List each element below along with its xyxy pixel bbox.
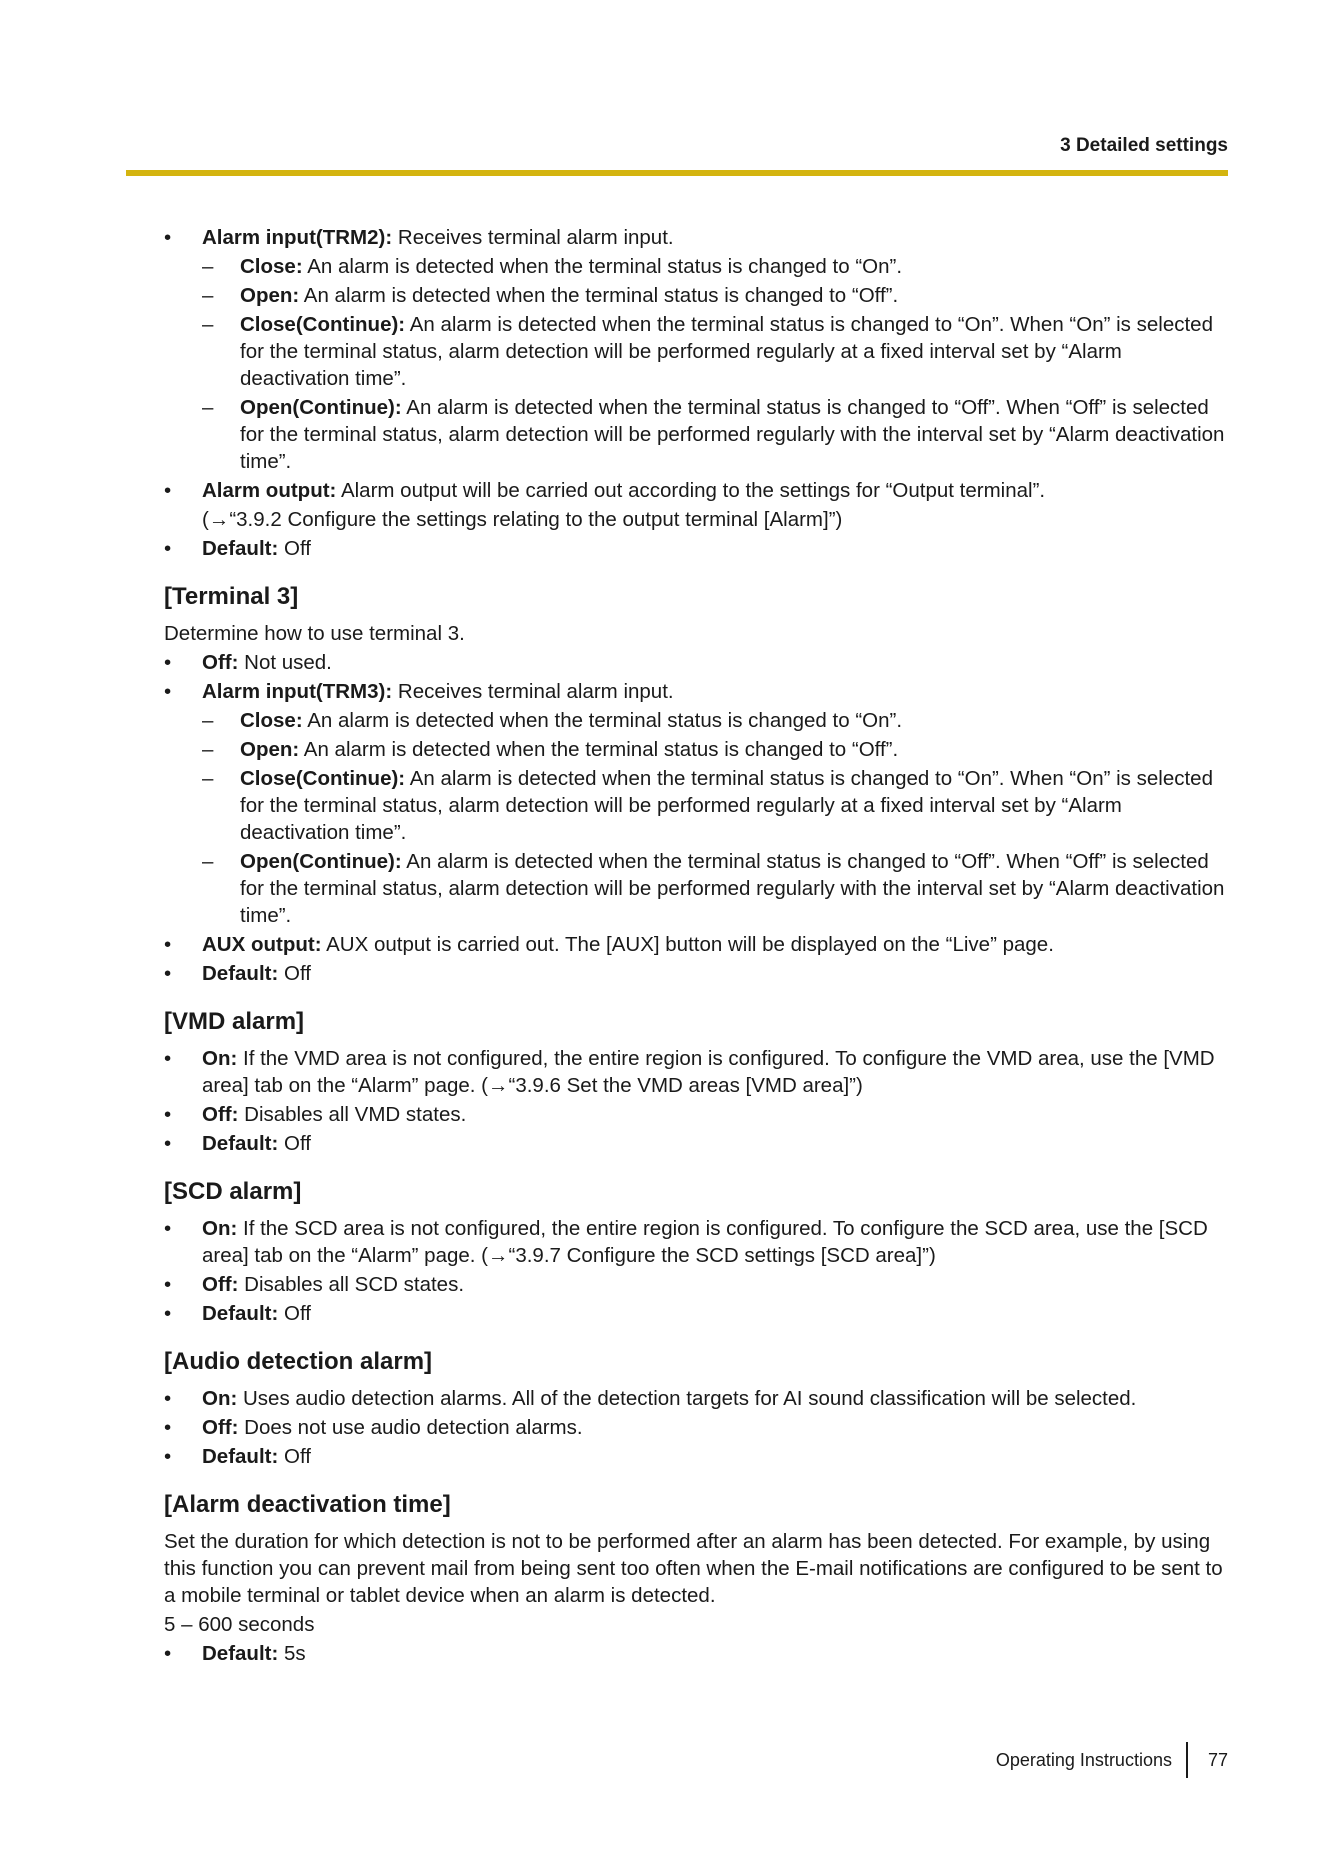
page-content (164, 222, 1228, 1669)
item-label: Default: (202, 962, 279, 985)
item-label: Off: (202, 1416, 239, 1439)
page-number: 77 (1207, 1749, 1228, 1770)
item-label: Open: (240, 738, 300, 761)
item-label: Default: (202, 1132, 279, 1155)
item-text: AUX output is carried out. The [AUX] button will be displayed on the “Live” page. (321, 933, 1054, 956)
bullet-item (164, 1130, 1228, 1157)
terminal3-list (164, 649, 1228, 987)
sub-item (164, 736, 1228, 763)
item-text: If the VMD area is not configured, the entire region is configured. To configure the VMD area, use the [VMD area] tab on the “Alarm” page. (→“3.9.6 Set the VMD areas [VMD area]”) (202, 1047, 1215, 1097)
item-label: AUX output: (202, 933, 322, 956)
sub-item (164, 253, 1228, 280)
bullet-item (164, 477, 1228, 504)
item-label: Open(Continue): (240, 396, 402, 419)
item-text: Off (278, 1445, 311, 1468)
scd-heading: [SCD alarm] (164, 1178, 302, 1205)
bullet-item (164, 931, 1228, 958)
terminal3-heading: [Terminal 3] (164, 583, 299, 610)
item-text: Off (278, 1302, 311, 1325)
item-text: An alarm is detected when the terminal status is changed to “Off”. (299, 738, 899, 761)
item-label: Off: (202, 651, 239, 674)
page-footer (996, 1742, 1228, 1778)
item-label: Close: (240, 709, 303, 732)
bullet-item (164, 1443, 1228, 1470)
item-label: Default: (202, 1642, 279, 1665)
bullet-item (164, 1271, 1228, 1298)
item-label: Default: (202, 1302, 279, 1325)
footer-doc-title: Operating Instructions (995, 1749, 1172, 1770)
item-label: Open(Continue): (240, 850, 402, 873)
footer-separator (1186, 1742, 1188, 1778)
item-text: Receives terminal alarm input. (392, 226, 674, 249)
item-label: Close: (240, 255, 303, 278)
item-text: An alarm is detected when the terminal status is changed to “Off”. (299, 284, 899, 307)
item-text: Does not use audio detection alarms. (238, 1416, 583, 1439)
sub-item (164, 765, 1228, 846)
deactivation-list (164, 1640, 1228, 1667)
item-text: Off (278, 537, 311, 560)
item-label: On: (202, 1217, 238, 1240)
sub-item (164, 311, 1228, 392)
bullet-item (164, 1045, 1228, 1099)
deactivation-intro: Set the duration for which detection is not to be performed after an alarm has been detected. For example, by using this function you can prevent mail from being sent too often when the E-mail notifications are configured to be sent to a mobile terminal or tablet device when an alarm is detected. (164, 1530, 1223, 1607)
bullet-item (164, 649, 1228, 676)
sub-item (164, 394, 1228, 475)
header-rule (126, 170, 1228, 176)
deactivation-range: 5 – 600 seconds (164, 1613, 315, 1636)
sub-item (164, 282, 1228, 309)
bullet-item (164, 678, 1228, 705)
item-label: Open: (240, 284, 300, 307)
item-text: Uses audio detection alarms. All of the detection targets for AI sound classification will be selected. (237, 1387, 1137, 1410)
item-text: An alarm is detected when the terminal status is changed to “On”. When “On” is selected for the terminal status, alarm detection will be performed regularly at a fixed interval set by “Alarm deactivation time”. (240, 767, 1213, 844)
audio-heading: [Audio detection alarm] (164, 1348, 433, 1375)
item-text: Alarm output will be carried out according to the settings for “Output terminal”. (336, 479, 1046, 502)
bullet-item (164, 1640, 1228, 1667)
bullet-item (164, 1215, 1228, 1269)
item-text: An alarm is detected when the terminal status is changed to “Off”. When “Off” is selected for the terminal status, alarm detection will be performed regularly with the interval set by “Alarm deactivation time”. (240, 396, 1225, 473)
item-label: Close(Continue): (240, 767, 406, 790)
cross-reference (164, 506, 1228, 533)
bullet-item (164, 1414, 1228, 1441)
scd-list (164, 1215, 1228, 1327)
item-label: On: (202, 1047, 238, 1070)
audio-list (164, 1385, 1228, 1470)
vmd-list (164, 1045, 1228, 1157)
item-text: Disables all VMD states. (238, 1103, 467, 1126)
item-label: Alarm output: (202, 479, 337, 502)
item-text: Receives terminal alarm input. (392, 680, 674, 703)
vmd-heading: [VMD alarm] (164, 1008, 305, 1035)
item-text: If the SCD area is not configured, the entire region is configured. To configure the SCD area, use the [SCD area] tab on the “Alarm” page. (→“3.9.7 Configure the SCD settings [SCD area]”) (202, 1217, 1208, 1267)
item-text: An alarm is detected when the terminal status is changed to “Off”. When “Off” is selected for the terminal status, alarm detection will be performed regularly with the interval set by “Alarm deactivation time”. (240, 850, 1225, 927)
sub-item (164, 848, 1228, 929)
section-header: 3 Detailed settings (1060, 135, 1228, 156)
item-text: Off (278, 1132, 311, 1155)
item-text: (→“3.9.2 Configure the settings relating to the output terminal [Alarm]”) (202, 508, 843, 531)
bullet-item (164, 535, 1228, 562)
item-text: An alarm is detected when the terminal status is changed to “On”. (302, 709, 903, 732)
bullet-item (164, 1101, 1228, 1128)
item-label: Alarm input(TRM3): (202, 680, 393, 703)
item-label: Close(Continue): (240, 313, 406, 336)
item-label: Default: (202, 1445, 279, 1468)
bullet-item (164, 1300, 1228, 1327)
bullet-item (164, 224, 1228, 251)
item-text: Disables all SCD states. (238, 1273, 465, 1296)
item-text: An alarm is detected when the terminal status is changed to “On”. When “On” is selected for the terminal status, alarm detection will be performed regularly at a fixed interval set by “Alarm deactivation time”. (240, 313, 1213, 390)
item-label: Off: (202, 1273, 239, 1296)
terminal3-intro: Determine how to use terminal 3. (164, 622, 465, 645)
bullet-item (164, 960, 1228, 987)
deactivation-heading: [Alarm deactivation time] (164, 1491, 451, 1518)
sub-item (164, 707, 1228, 734)
item-text: An alarm is detected when the terminal status is changed to “On”. (302, 255, 903, 278)
bullet-item (164, 1385, 1228, 1412)
item-label: On: (202, 1387, 238, 1410)
item-text: Off (278, 962, 311, 985)
terminal2-list (164, 224, 1228, 562)
item-label: Alarm input(TRM2): (202, 226, 393, 249)
item-text: Not used. (238, 651, 332, 674)
item-label: Default: (202, 537, 279, 560)
item-label: Off: (202, 1103, 239, 1126)
item-text: 5s (278, 1642, 306, 1665)
